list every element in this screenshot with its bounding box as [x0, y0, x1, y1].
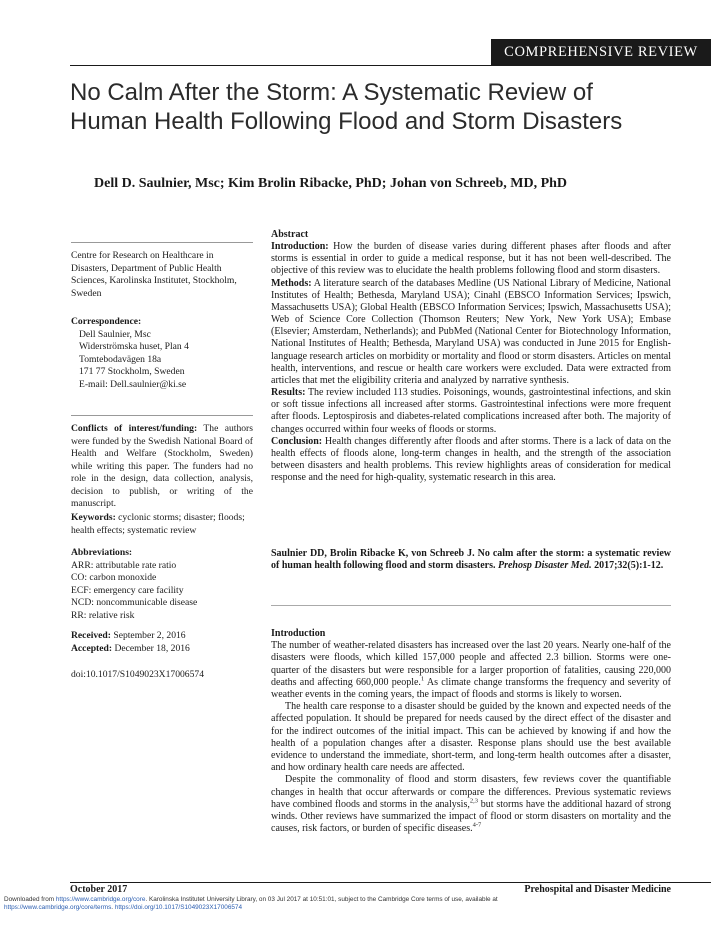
abstract-results-label: Results: — [271, 387, 306, 399]
keywords-text: cyclonic storms; disaster; floods; health effects; systematic review — [71, 512, 245, 536]
reference-sup[interactable]: 4-7 — [472, 821, 482, 829]
received-date: September 2, 2016 — [113, 630, 186, 641]
conflicts-heading: Conflicts of interest/funding: — [71, 423, 198, 434]
abbreviations-heading: Abbreviations: — [71, 547, 133, 558]
accepted-date: December 18, 2016 — [114, 642, 190, 654]
affiliation-block — [71, 250, 253, 300]
introduction-paragraph-2: The health care response to a disaster should be guided by the known and expected needs of the affected population. It should be prepared for needs caused by the direct effect of the disaster and for the indirect outcomes of the initial impact. This can be achieved by knowing if and how the health of a population changes after a disaster. Response plans should use the best available evidence to understand the immediate, short-term, and long-term health outcomes after a disaster, and how ordinary health care needs are affected. — [271, 701, 671, 774]
abbreviation-item: RR: relative risk — [71, 609, 135, 621]
introduction-section — [271, 628, 671, 835]
keywords-heading: Keywords: — [71, 512, 116, 523]
abstract-methods-text: A literature search of the databases Medline (US National Library of Medicine, National Institutes of Health; Bethesda, Maryland USA); Cinahl (EBSCO Information Services; Ipswich, Massachusetts USA); Global Health (EBSCO Information Services; Ipswich, Massachusetts USA); Web of Science Core Collection (Thomson Reuters; New York, New York USA); Embase (Elsevier; Amsterdam, Netherlands); and PubMed (National Center for Biotechnology Information, National Institutes of Health; Bethesda, Maryland USA) was conducted in June 2015 for English-language research articles on morbidity or mortality and flood or storm disasters. Articles on mental health, interventions, and rescue or health care workers were excluded. Data were extracted from articles that met the eligibility criteria and analyzed by narrative synthesis. — [271, 277, 671, 386]
citation — [271, 548, 671, 573]
abstract-divider — [271, 605, 671, 606]
citation-text: Saulnier DD, Brolin Ribacke K, von Schreeb J. No calm after the storm: a systematic review of human health following flood and storm disasters. — [271, 548, 671, 572]
correspondence-line: Widerströmska huset, Plan 4 — [79, 341, 189, 352]
doi-text[interactable]: doi:10.1017/S1049023X17006574 — [71, 669, 204, 680]
cambridge-core-link[interactable]: https://www.cambridge.org/core — [55, 896, 146, 903]
accepted-label: Accepted: — [71, 642, 113, 654]
terms-link[interactable]: https://www.cambridge.org/core/terms — [4, 904, 112, 912]
conflicts-divider — [71, 415, 253, 416]
citation-journal: Prehosp Disaster Med. — [497, 560, 592, 572]
abstract-intro-label: Introduction: — [271, 241, 329, 253]
abbreviation-item: ECF: emergency care facility — [71, 584, 184, 596]
introduction-paragraph-3: Despite the commonality of flood and storm disasters, few reviews cover the quantifiable changes in health that occur afterwards or compare the differences. Previous systematic reviews have combined floods and storms in the analysis,$^{2,3}$ but storms have the additional hazard of strong winds. Other reviews have summarized the impact of flood or storm disasters on mortality and the causes, risk factors, or burden of specific diseases.$^{4-7}$ — [271, 774, 671, 835]
conflicts-text: The authors were funded by the Swedish National Board of Health and Welfare (Stockholm, Sweden) while writing this paper. The funders had no role in the design, data collection, analysis, decision to publish, or writing of the manuscript. — [71, 423, 253, 509]
paper-title: No Calm After the Storm: A Systematic Review of Human Health Following Flood and Storm Disasters — [70, 79, 623, 135]
abstract-conclusion-text: Health changes differently after floods and after storms. There is a lack of data on the health effects of floods alone, long-term changes in health, and the strength of the association between disasters and health problems. This review highlights areas of consideration for medical response and the need for high-quality, systematic research in this area. — [271, 435, 671, 484]
doi-link[interactable]: https://doi.org/10.1017/S1049023X17006574 — [114, 904, 243, 912]
abbreviation-item: ARR: attributable rate ratio — [71, 559, 177, 571]
correspondence-heading: Correspondence: — [71, 316, 142, 327]
introduction-heading: Introduction — [271, 628, 326, 639]
keywords-block — [71, 512, 253, 537]
abstract-conclusion-label: Conclusion: — [271, 435, 323, 447]
introduction-paragraph-1: The number of weather-related disasters has increased over the last 20 years. Nearly one-half of the disasters were floods, which killed 157,000 people and affected 2.3 billion. Storms were one-quarter of the disasters but were responsible for a larger proportion of fatalities, causing 220,000 deaths and affecting 660,000 people.$^1$ As climate change transforms the frequency and severity of weather events in the coming years, the impact of floods and storms is likely to worsen. — [271, 640, 671, 701]
correspondence-email[interactable]: E-mail: Dell.saulnier@ki.se — [79, 378, 187, 390]
correspondence-line: Tomtebodavägen 18a — [79, 353, 162, 365]
section-banner: COMPREHENSIVE REVIEW — [491, 39, 711, 65]
abstract-results-text: The review included 113 studies. Poisonings, wounds, gastrointestinal infections, and skin or soft tissue infections all increased after storms. Gastrointestinal infections were more frequent after floods. Leptospirosis and diabetes-related complications increased after both. The majority of changes occurred within four weeks of floods or storms. — [271, 387, 671, 435]
dates-block — [71, 630, 253, 682]
footer-date: October 2017 — [70, 884, 128, 895]
download-notice: Downloaded from https://www.cambridge.org/core. Karolinska Institutet University Library, on 03 Jul 2017 at 10:51:01, subject to the Cambridge Core terms of use, available at https://www.cambridge.org/core/terms. https://doi.org/10.1017/S1049023X17006574 — [4, 896, 498, 912]
abbreviation-item: CO: carbon monoxide — [71, 572, 157, 583]
affiliation-divider — [71, 242, 253, 243]
correspondence-block — [71, 316, 253, 391]
author-list: Dell D. Saulnier, Msc; Kim Brolin Ribacke, PhD; Johan von Schreeb, MD, PhD — [94, 176, 568, 191]
correspondence-line: Dell Saulnier, Msc — [79, 328, 151, 340]
abbreviation-item: NCD: noncommunicable disease — [71, 597, 198, 608]
header-rule — [70, 65, 711, 66]
abstract — [271, 229, 671, 484]
abstract-intro-text: How the burden of disease varies during different phases after floods and after storms is essential in order to guide a medical response, but it has not been well-described. The objective of this review was to elucidate the health problems following flood and storm disasters. — [271, 241, 672, 277]
footer-rule — [70, 882, 711, 883]
conflicts-block — [71, 423, 253, 511]
citation-ref: 2017;32(5):1-12. — [594, 560, 664, 572]
affiliation: Centre for Research on Healthcare in Disasters, Department of Public Health Sciences, Karolinska Institutet, Stockholm, Sweden — [71, 250, 237, 299]
reference-sup[interactable]: 1 — [420, 675, 425, 683]
received-label: Received: — [71, 630, 111, 641]
reference-sup[interactable]: 2,3 — [469, 797, 478, 805]
footer-journal: Prehospital and Disaster Medicine — [524, 884, 671, 895]
correspondence-line: 171 77 Stockholm, Sweden — [79, 366, 185, 377]
abstract-heading: Abstract — [271, 229, 309, 240]
abstract-methods-label: Methods: — [271, 277, 312, 289]
abbreviations-block — [71, 547, 253, 622]
